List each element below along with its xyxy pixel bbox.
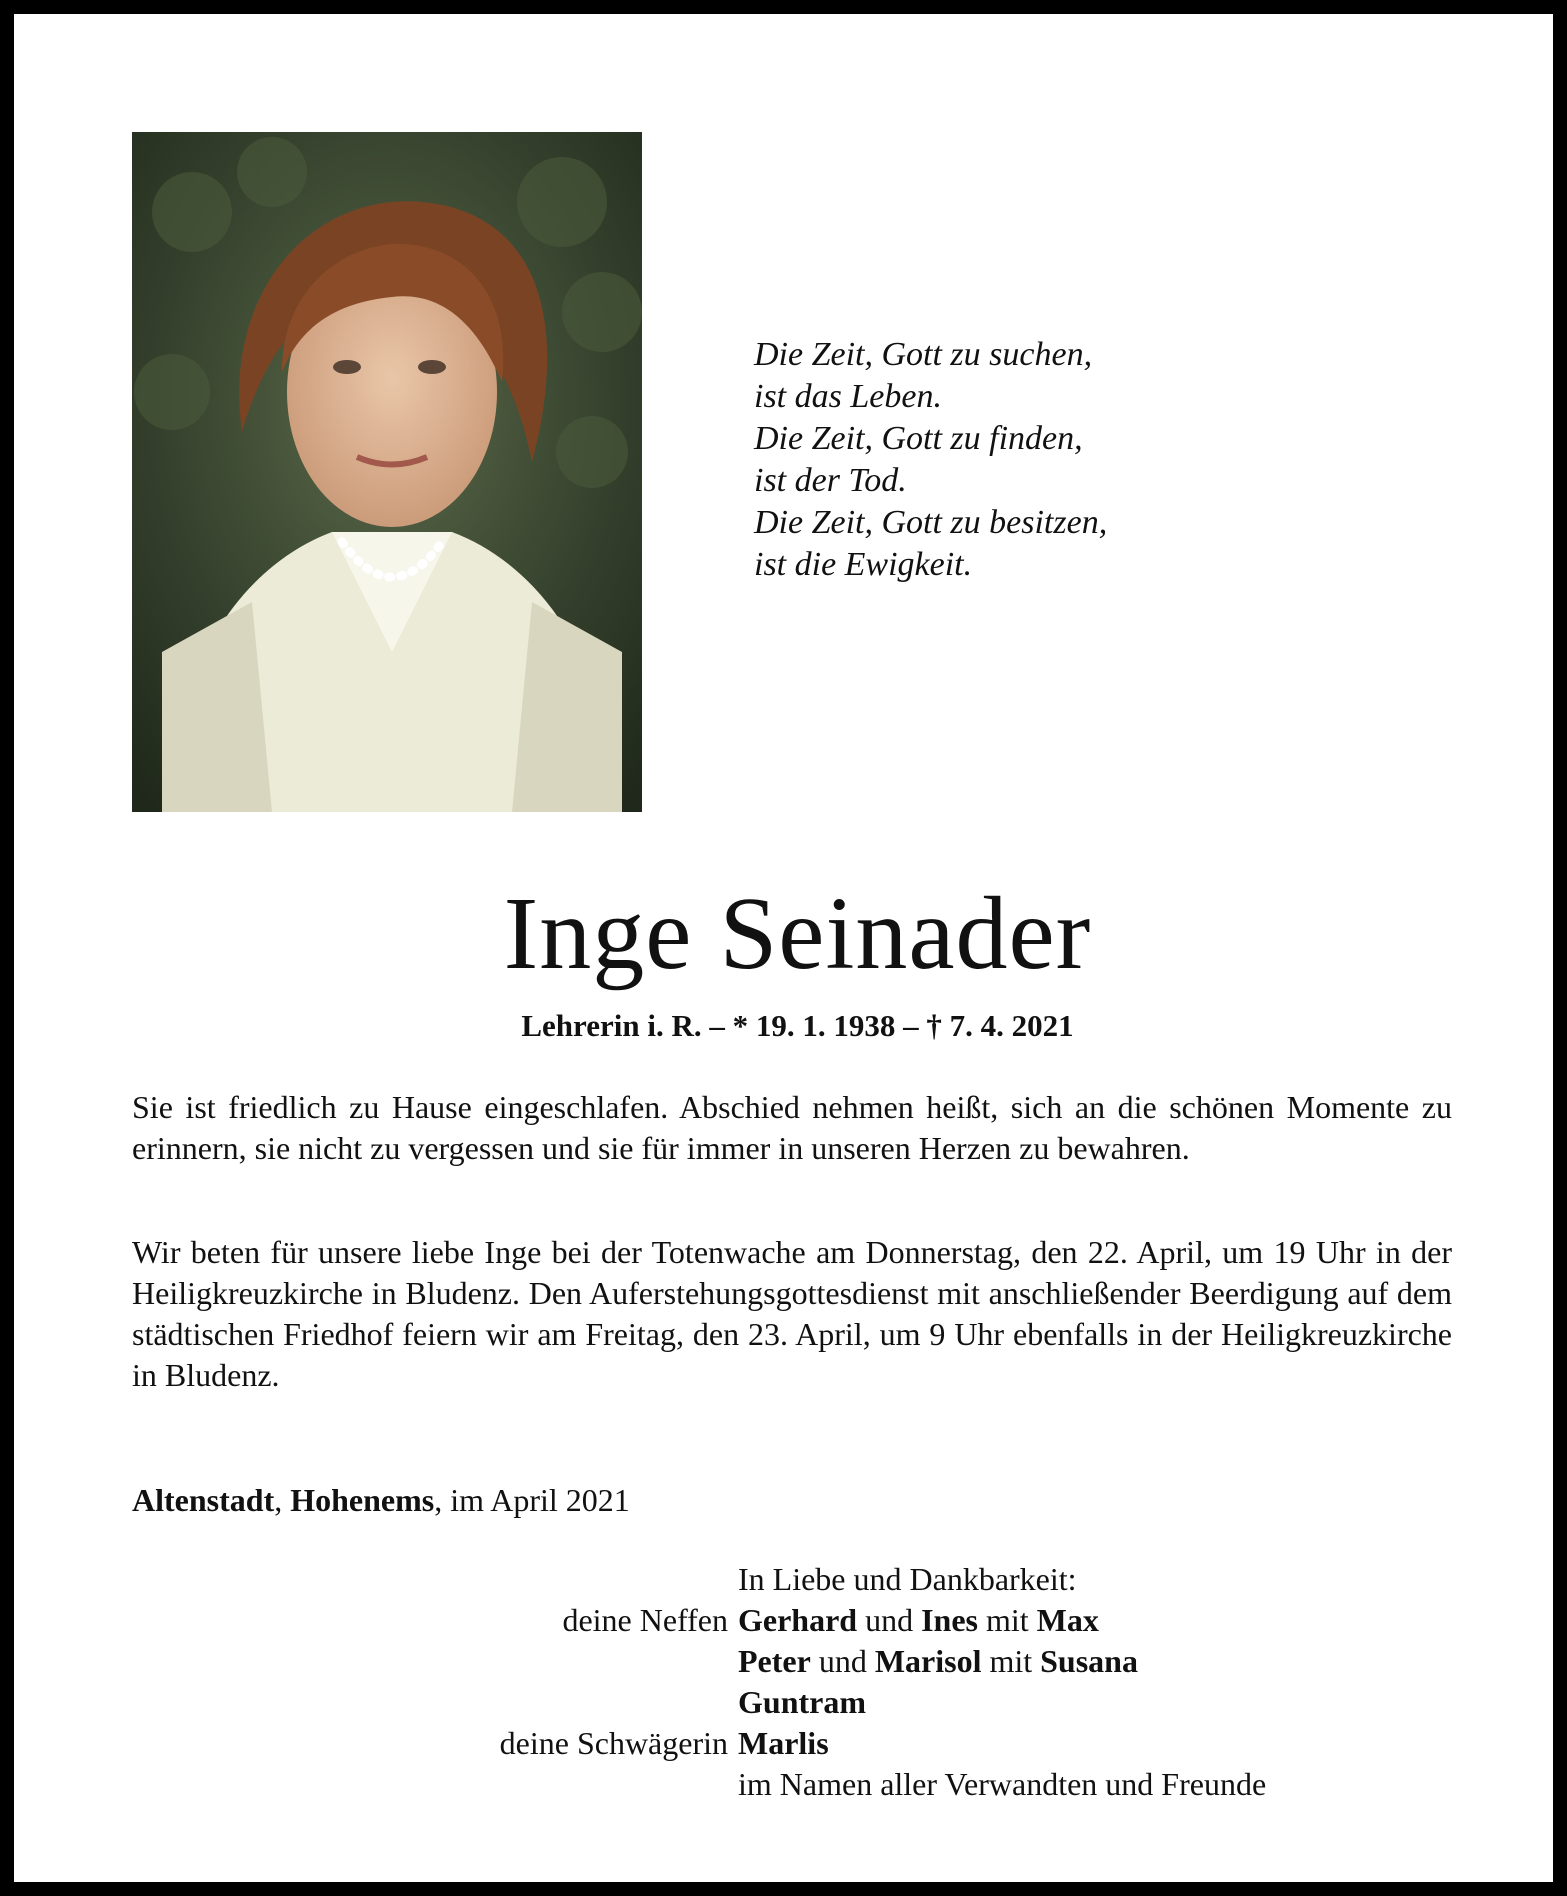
poem — [754, 334, 1107, 586]
signature-block — [14, 1559, 1567, 1805]
signature-row — [14, 1682, 1567, 1723]
relative-name: Peter — [738, 1643, 811, 1679]
place-and-date — [132, 1480, 630, 1521]
place-town-2: Hohenems — [290, 1482, 435, 1518]
sister-in-law-label: deine Schwägerin — [499, 1725, 728, 1761]
poem-line: ist der Tod. — [754, 462, 907, 499]
signature-row — [14, 1723, 1567, 1764]
signature-row — [14, 1600, 1567, 1641]
text-paragraph-2: Wir beten für unsere liebe Inge bei der Totenwache am Donnerstag, den 22. April, um 19 Uhr in der Heiligkreuzkirche in Bludenz. Den Auferstehungsgottesdienst mit anschließender Beerdigung auf dem städtischen Friedhof feiern wir am Freitag, den 23. April, um 9 Uhr ebenfalls in der Heiligkreuzkirche in Bludenz. — [132, 1234, 1452, 1393]
signature-intro: In Liebe und Dankbarkeit: — [738, 1561, 1077, 1597]
nephews-line-3 — [738, 1682, 866, 1723]
deceased-name: Inge Seinader — [503, 876, 1092, 991]
portrait-image — [132, 132, 642, 812]
place-town-1: Altenstadt — [132, 1482, 275, 1518]
relative-name: Guntram — [738, 1684, 866, 1720]
relative-name: Gerhard — [738, 1602, 858, 1638]
profession-and-dates: Lehrerin i. R. – * 19. 1. 1938 – † 7. 4. 2021 — [521, 1008, 1074, 1043]
connector: und — [810, 1643, 875, 1679]
place-separator: , — [274, 1482, 291, 1518]
connector: und — [857, 1602, 922, 1638]
sister-in-law-line — [738, 1723, 829, 1764]
relative-name: Marlis — [738, 1725, 829, 1761]
relative-name: Marisol — [874, 1643, 982, 1679]
signature-row — [14, 1559, 1567, 1600]
poem-line: ist das Leben. — [754, 378, 942, 415]
relative-name: Susana — [1040, 1643, 1138, 1679]
connector: mit — [978, 1602, 1037, 1638]
place-date: , im April 2021 — [434, 1482, 630, 1518]
poem-line: Die Zeit, Gott zu finden, — [754, 420, 1083, 457]
poem-line: Die Zeit, Gott zu suchen, — [754, 336, 1093, 373]
signature-closing: im Namen aller Verwandten und Freunde — [738, 1766, 1267, 1802]
relative-name: Max — [1036, 1602, 1099, 1638]
nephews-line-1 — [738, 1600, 1099, 1641]
nephews-line-2 — [738, 1641, 1138, 1682]
connector: mit — [981, 1643, 1041, 1679]
poem-line: ist die Ewigkeit. — [754, 546, 973, 583]
text-paragraph-1: Sie ist friedlich zu Hause eingeschlafen. Abschied nehmen heißt, sich an die schönen Momente zu erinnern, sie nicht zu vergessen und sie für immer in unseren Herzen zu bewahren. — [132, 1089, 1452, 1166]
poem-line: Die Zeit, Gott zu besitzen, — [754, 504, 1108, 541]
signature-row — [14, 1641, 1567, 1682]
portrait-photo — [132, 132, 642, 812]
signature-row — [14, 1764, 1567, 1805]
nephews-label: deine Neffen — [562, 1602, 728, 1638]
relative-name: Ines — [921, 1602, 978, 1638]
